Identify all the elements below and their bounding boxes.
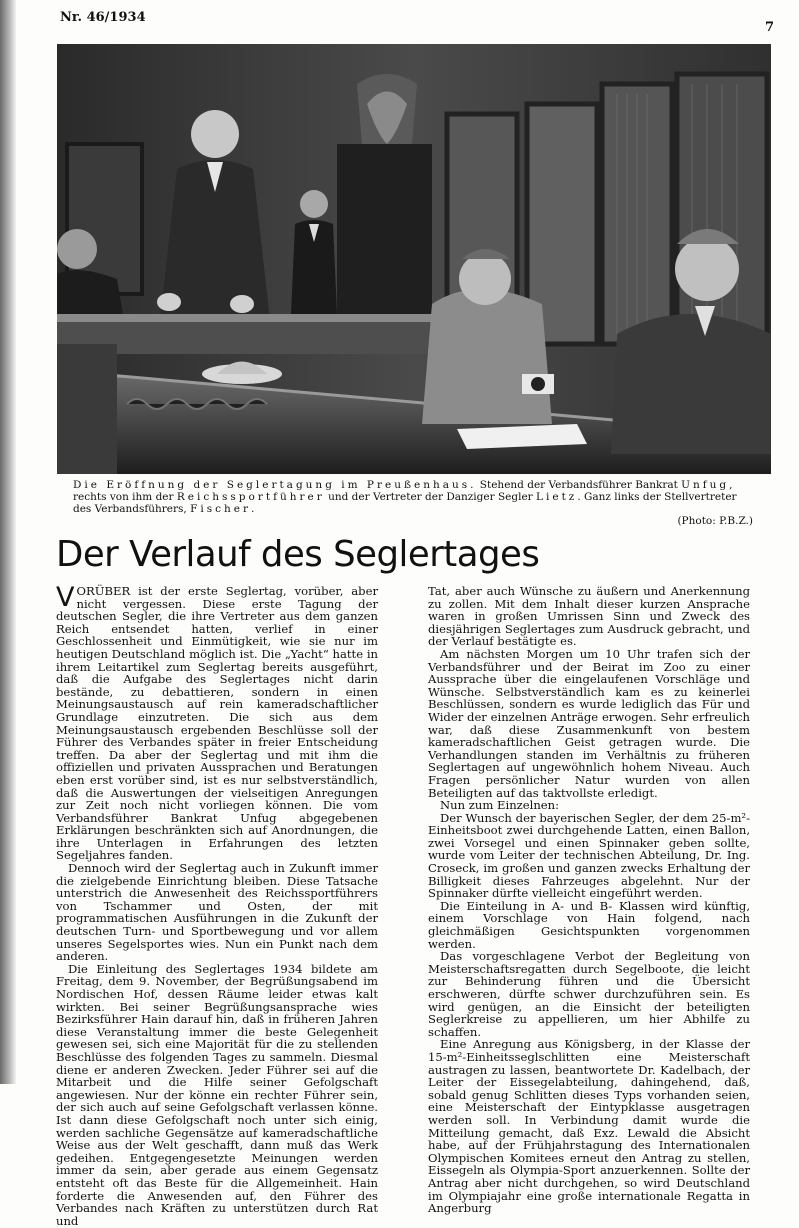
caption-name-1: Unfug: [681, 479, 730, 491]
caption-text-4: . Ganz links der Stellvertreter des Verbandsführers,: [73, 491, 737, 515]
caption-text-1: Stehend der Verbandsführer Bankrat: [476, 479, 682, 491]
caption-text-5: .: [251, 503, 255, 515]
paragraph: [56, 582, 378, 863]
paragraph: Tat, aber auch Wünsche zu äußern und Anerkennung zu zollen. Mit dem Inhalt dieser kurzen Ansprache waren in großen Umrissen Sinn und Zweck des diesjährigen Seglertages zum Ausdruck gebracht, und der Verlauf bestätigte es.: [428, 584, 750, 649]
paragraph: Die Einleitung des Seglertages 1934 bildete am Freitag, dem 9. November, der Begrüßungsabend im Nordischen Hof, dessen Räume leider etwas kalt wirkten. Bei seiner Begrüßungsansprache wies Bezirksführer Hain darauf hin, daß in früheren Jahren diese Veranstaltung immer die beste Gelegenheit gewesen sei, sich eine Majorität für die zu stellenden Beschlüsse des folgenden Tages zu sammeln. Diesmal diene er anderen Zwecken. Jeder Führer sei auf die Mitarbeit und die Hilfe seiner Gefolgschaft angewiesen. Nur der könne ein rechter Führer sein, der sich auch auf seine Gefolgschaft verlassen könne. Ist dann diese Gefolgschaft noch unter sich einig, werden sachliche Gegensätze auf kameradschaftliche Weise aus der Welt geschafft, dann muß das Werk gedeihen. Entgegengesetzte Meinungen werden immer da sein, aber gerade aus einem Gegensatz entsteht oft das Beste für die Allgemeinheit. Hain forderte die Anwesenden auf, den Führer des Verbandes nach Kräften zu unterstützen durch Rat und: [56, 961, 378, 1228]
drop-cap: V: [56, 582, 75, 613]
page-number: 7: [765, 20, 775, 35]
caption-name-3: Fischer: [190, 503, 252, 515]
caption-spaced-2: Reichssportführer: [176, 491, 325, 503]
paragraph: Der Wunsch der bayerischen Segler, der dem 25-m²-Einheitsboot zwei durchgehende Latten, einen Ballon, zwei Vorsegel und einen Spinnaker geben sollte, wurde vom Leiter der technischen Abteilung, Dr. Ing. Croseck, im großen und ganzen zwecks Erhaltung der Billigkeit dieses Fahrzeuges abgelehnt. Nur der Spinnaker dürfte vielleicht eingeführt werden.: [428, 810, 750, 901]
photo-illustration: [57, 44, 771, 474]
paragraph-text: ORÜBER ist der erste Seglertag, vorüber, aber nicht vergessen. Diese erste Tagung der deutschen Segler, die ihre Vertreter aus dem ganzen Reich entsendet hatten, verlief in einer Geschlossenheit und Einmütigkeit, wie sie nur im heutigen Deutschland möglich ist. Die „Yacht“ hatte in ihrem Leitartikel zum Seglertag bereits ausgeführt, daß die Aufgabe des Seglertages nicht darin bestände, zu debattieren, sondern in einen Meinungsaustausch auf rein kameradschaftlicher Grundlage einzutreten. Die sich aus dem Meinungsaustausch ergebenden Beschlüsse soll der Führer des Verbandes später in freier Entscheidung treffen. Da aber der Seglertag und mit ihm die offiziellen und privaten Aussprachen und Beratungen eben erst vorüber sind, ist es nur selbstverständlich, daß die Auswertungen der vielseitigen Anregungen zur Zeit noch nicht vorliegen können. Die vom Verbandsführer Bankrat Unfug abgegebenen Erklärungen beschränkten sich auf Anordnungen, die ihre Unterlagen in Erfahrungen des letzten Segeljahres fanden.: [56, 584, 378, 863]
photo-credit: (Photo: P.B.Z.): [677, 515, 753, 527]
photo-caption: [73, 479, 753, 527]
article-column-right: [428, 585, 750, 1215]
article-headline: Der Verlauf des Seglertages: [56, 534, 540, 575]
paragraph: Die Einteilung in A- und B- Klassen wird künftig, einem Vorschlage von Hain folgend, nach gleichmäßigen Gesichtspunkten vorgenommen werden.: [428, 898, 750, 951]
paragraph: Nun zum Einzelnen:: [440, 798, 560, 813]
paragraph: Eine Anregung aus Königsberg, in der Klasse der 15-m²-Einheitsseglschlitten eine Meisterschaft austragen zu lassen, beantwortete Dr. Kadelbach, der Leiter der Eissegelabteilung, dahingehend, daß, sobald genug Schlitten dieses Typs vorhanden seien, eine Meisterschaft der Eintypklasse ausgetragen werden soll. In Verbindung damit wurde die Mitteilung gemacht, daß Exz. Lewald die Absicht habe, auf der Frühjahrstagung des Internationalen Olympischen Komitees erneut den Antrag zu stellen, Eissegeln als Olympia-Sport anzuerkennen. Sollte der Antrag aber nicht durchgehen, so wird Deutschland im Olympiajahr eine große internationale Regatta in Angerburg: [428, 1037, 750, 1216]
article-column-left: [56, 582, 378, 1228]
paragraph: Dennoch wird der Seglertag auch in Zukunft immer die zielgebende Einrichtung bleiben. Diese Tatsache unterstrich die Anwesenheit des Reichssportführers von Tschammer und Osten, der mit programmatischen Ausführungen in die Zukunft der deutschen Turn- und Sportbewegung und vor allem unseres Segelsportes wies. Nun ein Punkt nach dem anderen.: [56, 861, 378, 964]
caption-text-3: und der Vertreter der Danziger Segler: [324, 491, 537, 503]
photograph: [57, 44, 771, 474]
caption-text-2: , rechts von ihm der: [73, 479, 733, 503]
book-spine-shadow: [0, 0, 16, 1084]
caption-name-2: Lietz: [536, 491, 578, 503]
paragraph: Das vorgeschlagene Verbot der Begleitung von Meisterschaftsregatten durch Segelboote, die leicht zur Behinderung führen und die Übersicht erschweren, dürfte schwer durchzuführen sein. Es wird genügen, an die Einsicht der beteiligten Seglerkreise zu appellieren, um hier Abhilfe zu schaffen.: [428, 949, 750, 1039]
issue-number: Nr. 46/1934: [60, 10, 146, 25]
paragraph: Am nächsten Morgen um 10 Uhr trafen sich der Verbandsführer und der Beirat im Zoo zu einer Aussprache über die eingelaufenen Vorschläge und Wünsche. Selbstverständlich kam es zu keinerlei Beschlüssen, sondern es wurde lediglich das Für und Wider der einzelnen Anträge erwogen. Sehr erfreulich war, daß diese Zusammenkunft von bestem kameradschaftlichen Geist getragen wurde. Die Verhandlungen standen im Verhältnis zu früheren Seglertagen auf ungewöhnlich hohem Niveau. Auch Fragen persönlicher Natur wurden von allen Beteiligten auf das taktvollste erledigt.: [428, 646, 750, 800]
caption-lead: Die Eröffnung der Seglertagung im Preußenhaus.: [73, 479, 477, 491]
